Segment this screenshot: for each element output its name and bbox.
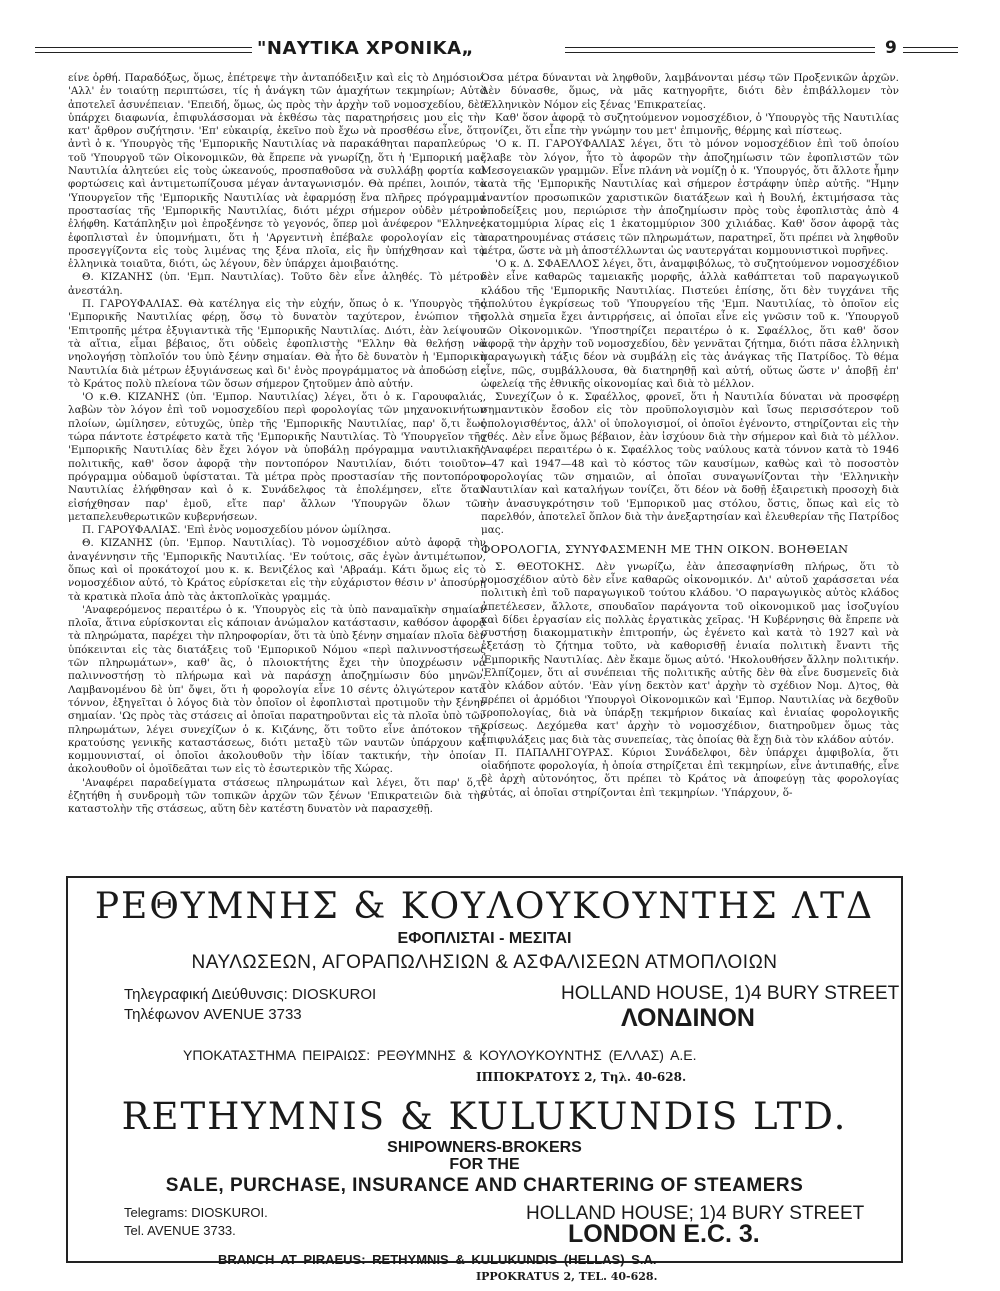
article-paragraph: είνε ὀρθή. Παραδόξως, ὅμως, ἐπέτρεψε τὴν ἀνταπόδειξιν καὶ εἰς τὸ Δημόσιον. 'Αλλ' ἐν τοιαύτῃ περιπτώσει, τίς ἡ ἀνάγκη τῶν ἀμαχήτων τεκμηρίων; Αὐτὸ ἀποτελεῖ ἀσυνέπειαν. 'Επειδή, ὅμως, ὡς πρὸς τὴν ἀρχὴν τοῦ νομοσχεδίου, δὲν ὑπάρχει διαφωνία, ἐπιφυλάσσομαι νὰ ἐκθέσω τὰς παρατηρήσεις μου εἰς τὴν κατ' ἄρθρον συζήτησιν. 'Επ' εὐκαιρίᾳ, ἐκεῖνο ποὺ ἔχω νὰ προσθέσω εἶνε, ὅτι, ἀντὶ ὁ κ. 'Υπουργὸς τῆς 'Εμπορικῆς Ναυτιλίας νὰ παρακάθηται παραπλεύρως τοῦ 'Υπουργοῦ τῶν Οἰκονομικῶν, θὰ ἔπρεπε νὰ γνωρίζῃ, ὅτι ἡ 'Εμπορική μας Ναυτιλία ἀλητεύει εἰς τοὺς ὠκεανούς, προσπαθοῦσα νὰ συλλάβῃ φορτία καὶ φορτώσεις καὶ ἀντιμετωπίζουσα μέγαν ἀνταγωνισμόν. Θὰ πρέπει, λοιπόν, τὸ 'Υπουργεῖον τῆς 'Εμπορικῆς Ναυτιλίας νὰ ἐφαρμόσῃ ἕνα πλῆρες πρόγραμμα προστασίας τῆς 'Εμπορικῆς Ναυτιλίας, διότι μέχρι σήμερον οὐδὲν μέτρον ἐλήφθη. Κατάπληξιν μοὶ ἐπροξένησε τὸ γεγονός, ὅπερ μοὶ ἀνέφερον "Ελληνες ἐφοπλισταὶ ἐν ὑπομνήματι, ὅτι ἡ 'Αργεντινὴ ἐπέβαλε φορολογίαν εἰς τὰ προσεγγίζοντα εἰς τοὺς λιμένας της ξένα πλοῖα, εἰς ἣν ὑπήχθησαν καὶ τὰ ἑλληνικὰ τοιαῦτα, διότι, ὡς λέγουν, δὲν ὑπάρχει ἀμοιβαιότης. (68, 72, 486, 271)
header-rule-left (35, 47, 252, 53)
ad-english-branch: BRANCH AT PIRAEUS: RETHYMNIS & KULUKUNDIS (HELLAS) S.A. (218, 1252, 657, 1267)
article-paragraph: Συνεχίζων ὁ κ. Σφαέλλος, φρονεῖ, ὅτι ἡ Ναυτιλία δύναται νὰ προσφέρῃ σημαντικὸν ἔσοδον εἰς τὸν προϋπολογισμὸν καὶ ἴσως περισσότερον τοῦ ὑπολογισθέντος, ἀλλ' οἱ ὑπολογισμοί, οἱ ὁποῖοι ἐγένοντο, στηρίζονται εἰς τὴν χθές. Δὲν εἶνε ὅμως βέβαιον, ἐὰν ἰσχύουν διὰ τὴν σήμερον καὶ διὰ τὸ μέλλον. 'Αναφέρει περαιτέρω ὁ κ. Σφαέλλος τοὺς ναύλους κατὰ τόννον κατὰ τὸ 1946—47 καὶ 1947—48 καὶ τὸ κόστος τῶν καυσίμων, καθὼς καὶ τὸ ποσοστὸν φορολογίας τῶν σημαιῶν, αἱ ὁποῖαι συναγωνίζονται τὴν 'Ελληνικὴν Ναυτιλίαν καὶ καταλήγων τονίζει, ὅτι δέον νὰ δοθῇ ἐξαιρετικὴ προσοχὴ διὰ τὴν ἀνασυγκρότησιν τοῦ 'Εμπορικοῦ μας στόλου, ὅστις, ὅπως καὶ εἰς τὸ παρελθόν, ἀποτελεῖ ὅπλον διὰ τὴν ἀνεξαρτησίαν καὶ ἐλευθερίαν τῆς Πατρίδος μας. (481, 391, 899, 537)
ad-english-firm-name: RETHYMNIS & KULUKUNDIS LTD. (121, 1095, 848, 1138)
ad-greek-address: HOLLAND HOUSE, 1)4 BURY STREET (561, 983, 900, 1004)
ad-greek-firm-name: ΡΕΘΥΜΝΗΣ & ΚΟΥΛΟΥΚΟΥΝΤΗΣ ΛΤΔ (94, 886, 875, 927)
ad-english-services: SALE, PURCHASE, INSURANCE AND CHARTERING OF STEAMERS (165, 1175, 804, 1196)
ad-english-city: LONDON E.C. 3. (568, 1220, 760, 1248)
ad-english-telegrams: Telegrams: DIOSKUROI. (124, 1205, 268, 1220)
ad-english-roles: SHIPOWNERS-BROKERS (387, 1139, 582, 1156)
article-paragraph: Καθ' ὅσον ἀφορᾷ τὸ συζητούμενον νομοσχέδιον, ὁ 'Υπουργὸς τῆς Ναυτιλίας τονίζει, ὅτι εἶπε τὴν γνώμην του μετ' ἐπιμονῆς, θέρμης καὶ πίστεως. (481, 111, 899, 138)
page-header (35, 38, 908, 60)
ad-greek-branch: ΥΠΟΚΑΤΑΣΤΗΜΑ ΠΕΙΡΑΙΩΣ: ΡΕΘΥΜΝΗΣ & ΚΟΥΛΟΥΚΟΥΝΤΗΣ (ΕΛΛΑΣ) Α.Ε. (183, 1047, 697, 1063)
header-rule-end (903, 47, 958, 53)
ad-greek-telegraph: Τηλεγραφική Διεύθυνσις: DIOSKUROI (124, 986, 377, 1003)
article-paragraph: 'Αναφερόμενος περαιτέρω ὁ κ. 'Υπουργὸς εἰς τὰ ὑπὸ παναμαϊκὴν σημαίαν πλοῖα, ἅτινα εὑρίσκονται εἰς κάποιαν ἀνώμαλον κατάστασιν, καθόσον ἀφορᾷ τὰ πληρώματα, παρέχει τὴν πληροφορίαν, ὅτι τὰ ὑπὸ ξένην σημαίαν πλοῖα δὲν ὑπόκεινται εἰς τὰς διατάξεις τοῦ 'Εμπορικοῦ Νόμου «περὶ παλιννοστήσεως τῶν πληρωμάτων», καθ' ἃς, ὁ πλοιοκτήτης ἔχει τὴν ὑποχρέωσιν νὰ παλιννοστήσῃ τὸ πλήρωμα καὶ νὰ παράσχῃ ἀποζημίωσιν δύο μηνῶν. Λαμβανομένου δὲ ὑπ' ὄψει, ὅτι ἡ φορολογία εἶνε 10 σέντς ὀλιγώτερον κατὰ τόννον, ἐξηγεῖται ὁ λόγος διὰ τὸν ὁποῖον οἱ ἐφοπλισταὶ προτιμοῦν τὴν ξένην σημαίαν. 'Ως πρὸς τὰς στάσεις αἱ ὁποῖαι παρατηροῦνται εἰς τὰ πλοῖα ὑπὸ τῶν πληρωμάτων, λέγει συνεχίζων ὁ κ. Κιζάνης, ὅτι τοῦτο εἶνε ἀπότοκον τῆς κρατούσης γενικῆς καταστάσεως, διότι μεταξὺ τῶν ναυτῶν ὑπάρχουν καὶ κομμουνισταί, οἱ ὁποῖοι ἀκολουθοῦν τὴν ἰδίαν τακτικήν, τὴν ὁποίαν ἀκολουθοῦν οἱ ὁμοϊδεᾶται των εἰς τὸ ἐσωτερικὸν τῆς Χώρας. (68, 603, 486, 776)
article-paragraph: 'Αναφέρει παραδείγματα στάσεως πληρωμάτων καὶ λέγει, ὅτι παρ' ὅ,τι ἐζητήθη ἡ συνδρομὴ τῶν τοπικῶν ἀρχῶν τῶν ξένων 'Επικρατειῶν διὰ τὴν καταστολὴν τῆς στάσεως, αὕτη δὲν κατέστη δυνατὸν νὰ παρασχεθῇ. (68, 776, 486, 816)
advertisement-box (66, 876, 903, 1283)
article-paragraph: 'Ο κ.Θ. ΚΙΖΑΝΗΣ (ὑπ. 'Εμπορ. Ναυτιλίας) λέγει, ὅτι ὁ κ. Γαρουφαλιάς, λαβὼν τὸν λόγον ἐπὶ τοῦ νομοσχεδίου περὶ φορολογίας τῶν μηχανοκινήτων πλοίων, ὡμίλησεν, εὐτυχῶς, ὑπὲρ τῆς 'Εμπορικῆς Ναυτιλίας, παρ' ὅ,τι ἕως τώρα πάντοτε ἐστρέφετο κατὰ τῆς 'Εμπορικῆς Ναυτιλίας. Τὸ 'Υπουργεῖον τῆς 'Εμπορικῆς Ναυτιλίας δὲν ἔχει λόγον νὰ ὑποβάλῃ πρόγραμμα ναυτιλιακῆς πολιτικῆς, καθ' ὅσον ἀφορᾷ τὴν ποντοπόρον Ναυτιλίαν, διότι τοιοῦτον πρόγραμμα οὐδαμοῦ ὑφίσταται. Τὰ μέτρα πρὸς προστασίαν τῆς ποντοπόρου Ναυτιλίας ἐλήφθησαν καὶ ὁ κ. Συνάδελφος τὰ ἐπολέμησεν, εἴτε ὅταν εἰσήχθησαν παρ' ἐμοῦ, εἴτε παρ' ἄλλων 'Υπουργῶν ὅλων τῶν μεταπελευθερωτικῶν κυβερνήσεων. (68, 391, 486, 523)
page-number: 9 (885, 38, 897, 58)
article-paragraph: Σ. ΘΕΟΤΟΚΗΣ. Δὲν γνωρίζω, ἐὰν ἀπεσαφηνίσθη πλήρως, ὅτι τὸ νομοσχέδιον αὐτὸ δὲν εἶνε καθαρῶς οἰκονομικόν. Δι' αὐτοῦ χαράσσεται νέα πολιτικὴ ἐπὶ τοῦ παραγωγικοῦ τούτου κλάδου. 'Ο παραγωγικὸς αὐτὸς κλάδος ἀπετέλεσεν, ἄλλοτε, σπουδαῖον παράγοντα τοῦ οἰκονομικοῦ μας ἰσοζυγίου καὶ δίδει ἐργασίαν εἰς πολλὰς ἐργατικὰς χεῖρας. 'Η Κυβέρνησις θὰ ἔπρεπε νὰ συστήσῃ διακομματικὴν ἐπιτροπήν, ὡς ἐγένετο καὶ κατὰ τὸ 1927 καὶ νὰ ἐξετάσῃ τὸ ζήτημα τοῦτο, νὰ καθορισθῇ ἑνιαία πολιτικὴ ἔναντι τῆς 'Εμπορικῆς Ναυτιλίας. Δὲν ἔκαμε ὅμως αὐτό. 'Ηκολουθήσεν ἄλλην πολιτικήν. 'Ελπίζομεν, ὅτι αἱ συνέπειαι τῆς πολιτικῆς αὐτῆς δὲν θὰ εἶνε δυσμενεῖς διὰ τὸν κλάδον αὐτόν. 'Εὰν γίνῃ δεκτὸν κατ' ἀρχὴν τὸ σχέδιον Νομ. Δ)τος, θὰ πρέπει οἱ ἁρμόδιοι 'Υπουργοὶ Οἰκονομικῶν καὶ 'Εμπορ. Ναυτιλίας νὰ δεχθοῦν τροπολογίας, διὰ νὰ ὑπάρξῃ τεκμήριον δικαίας καὶ ἑνιαίας φορολογικῆς κρίσεως. Δεχόμεθα κατ' ἀρχὴν τὸ νομοσχέδιον, διατηροῦμεν ὅμως τὰς ἐπιφυλάξεις μας διὰ τὰς συνεπείας, τὰς ὁποίας θὰ ἔχῃ διὰ τὸν κλάδον αὐτόν. (481, 560, 899, 746)
article-paragraph: Π. ΠΑΠΑΛΗΓΟΥΡΑΣ. Κύριοι Συνάδελφοι, δὲν ὑπάρχει ἀμφιβολία, ὅτι οἱαδήποτε φορολογία, ἡ ὁποία στηρίζεται ἐπὶ τεκμηρίων, εἶνε ἀντιπαθής, εἶνε δὲ ἀρχὴ αὐτονόητος, ὅτι πρέπει τὸ Κράτος νὰ ἀποφεύγῃ τὰς φορολογίας αὐτάς, αἱ ὁποῖαι στηρίζονται ἐπὶ τεκμηρίων. 'Υπάρχουν, ὅ- (481, 746, 899, 799)
article-paragraph: Θ. ΚΙΖΑΝΗΣ (ὑπ. 'Εμπορ. Ναυτιλίας). Τὸ νομοσχέδιον αὐτὸ ἀφορᾷ τὴν ἀναγέννησιν τῆς 'Εμπορικῆς Ναυτιλίας. 'Εν τούτοις, σᾶς ἐγὼν ἀντιμέτωπον, ὅπως καὶ οἱ προκάτοχοί μου κ. κ. Βενιζέλος καὶ 'Αβραάμ. Κάτι ὅμως εἰς τὸ νομοσχέδιον αὐτό, τὸ Κράτος εὑρίσκεται εἰς τὴν εὐχάριστον θέσιν ν' ἀποσύρῃ τὰ κρατικὰ πλοῖα ἀπὸ τὰς ἀκτοπλοϊκὰς γραμμάς. (68, 537, 486, 603)
section-heading: ΦΟΡΟΛΟΓΙΑ, ΣΥΝΥΦΑΣΜΕΝΗ ΜΕ ΤΗΝ ΟΙΚΟΝ. ΒΟΗΘΕΙΑΝ (481, 542, 849, 557)
left-column (68, 72, 486, 872)
header-rule-right (565, 47, 875, 53)
article-paragraph: Όσα μέτρα δύνανται νὰ ληφθοῦν, λαμβάνονται μέσῳ τῶν Προξενικῶν ἀρχῶν. Δὲν δύνασθε, ὅμως, νὰ μᾶς κατηγορῆτε, διότι δὲν ἐπιβάλλομεν τὸν 'Ελληνικὸν Νόμον εἰς ξένας 'Επικρατείας. (481, 72, 899, 111)
article-paragraph: Π. ΓΑΡΟΥΦΑΛΙΑΣ. Θὰ κατέληγα εἰς τὴν εὐχήν, ὅπως ὁ κ. 'Υπουργὸς τῆς 'Εμπορικῆς Ναυτιλίας φέρῃ, ὅσῳ τὸ δυνατὸν ταχύτερον, ἐνώπιον τῆς 'Επιτροπῆς μέτρα ἐξυγιαντικὰ τῆς 'Εμπορικῆς Ναυτιλίας. Διότι, ἐὰν λείψουν τὰ αἴτια, εἶμαι βέβαιος, ὅτι οὐδεὶς ἐφοπλιστὴς "Ελλην θὰ θελήσῃ νὰ νηολογήσῃ τὸπλοῖόν του ὑπὸ ξένην σημαίαν. Θὰ ἦτο δὲ δυνατὸν ἡ 'Εμπορικὴ Ναυτιλία διὰ μέτρων ἐξυγιάνσεως καὶ δι' ἑνὸς προγράμματος νὰ ἀποδώσῃ εἰς τὸ Κράτος πολὺ πλείονα τῶν ὅσων σήμερον ζητοῦμεν ἀπὸ αὐτήν. (68, 298, 486, 390)
ad-english-branch-address: IPPOKRATUS 2, TEL. 40-628. (476, 1270, 658, 1283)
ad-english-for: FOR THE (449, 1156, 520, 1173)
ad-greek-branch-address: ΙΠΠΟΚΡΑΤΟΥΣ 2, Τηλ. 40-628. (476, 1070, 687, 1084)
masthead: "ΝΑΥΤΙΚΑ ΧΡΟΝΙΚΑ„ (257, 38, 474, 59)
article-paragraph: Π. ΓΑΡΟΥΦΑΛΙΑΣ. 'Επὶ ἑνὸς νομοσχεδίου μόνον ὡμίλησα. (82, 524, 392, 537)
ad-greek-roles: ΕΦΟΠΛΙΣΤΑΙ - ΜΕΣΙΤΑΙ (397, 930, 572, 947)
article-paragraph: 'Ο κ. Π. ΓΑΡΟΥΦΑΛΙΑΣ λέγει, ὅτι τὸ μόνον νομοσχέδιον ἐπὶ τοῦ ὁποίου ἔλαβε τὸν λόγον, ἦτο τὸ ἀφορῶν τὴν ἀποζημίωσιν τῶν ἐφοπλιστῶν τῶν Μεσογειακῶν γραμμῶν. Εἶνε πλάνη νὰ νομίζῃ ὁ κ. 'Υπουργός, ὅτι ἄλλοτε ἦμην κατὰ τῆς 'Εμπορικῆς Ναυτιλίας καὶ σήμερον ἐστράφην ὑπὲρ αὐτῆς. "Ημην ἐναντίον προσωπικῶν χαριστικῶν διατάξεων καὶ ἡ Βουλή, ἐκτιμήσασα τὰς ὑποδείξεις μου, περιώρισε τὴν ἀποζημίωσιν πρὸς τοὺς ἐφοπλιστὰς ἀπὸ 4 ἑκατομμύρια λίρας εἰς 1 ἑκατομμύριον 300 χιλιάδας. Καθ' ὅσον ἀφορᾷ τὰς παρατηρουμένας στάσεις τῶν πληρωμάτων, παρατηρεῖ, ὅτι πρέπει νὰ ληφθοῦν μέτρα, ὥστε νὰ μὴ ἀποστέλλωνται ὡς ναυτεργάται κομμουνιστικοὶ πυρῆνες. (481, 138, 899, 257)
ad-greek-city: ΛΟΝΔΙΝΟΝ (621, 1004, 755, 1032)
ad-greek-phone: Τηλέφωνον AVENUE 3733 (124, 1006, 302, 1023)
article-paragraph: 'Ο κ. Δ. ΣΦΑΕΛΛΟΣ λέγει, ὅτι, ἀναμφιβόλως, τὸ συζητούμενον νομοσχέδιον δὲν εἶνε καθαρῶς ταμειακῆς μορφῆς, ἀλλὰ καθάπτεται τοῦ παραγωγικοῦ κλάδου τῆς 'Εμπορικῆς Ναυτιλίας. Πιστεύει ἐπίσης, ὅτι δὲν τυγχάνει τῆς ἀπολύτου ἐγκρίσεως τοῦ 'Υπουργείου τῆς 'Εμπ. Ναυτιλίας, τὸ ὁποῖον εἰς πολλὰ σημεῖα ἔχει ἀντιρρήσεις, αἱ ὁποῖαι εἶνε εἰς γνῶσιν τοῦ κ. 'Υπουργοῦ τῶν Οἰκονομικῶν. 'Υποστηρίζει περαιτέρω ὁ κ. Σφαέλλος, ὅτι καθ' ὅσον ἀφορᾷ τὴν ἀρχὴν τοῦ νομοσχεδίου, δὲν γεννᾶται ζήτημα, διότι πᾶσα ἑλληνικὴ παραγωγικὴ τάξις δέον νὰ συμβάλῃ εἰς τὰς ἀνάγκας τῆς Πατρίδος. Τὸ θέμα εἶνε, πῶς, συμβάλλουσα, θὰ διατηρηθῇ καὶ αὐτή, οὕτως ὥστε ν' ἀποβῇ ἐπ' ὠφελείᾳ τῆς ἐθνικῆς οἰκονομίας καὶ διὰ τὸ μέλλον. (481, 258, 899, 390)
ad-english-address: HOLLAND HOUSE; 1)4 BURY STREET (526, 1203, 865, 1224)
article-paragraph: Θ. ΚΙΖΑΝΗΣ (ὑπ. 'Εμπ. Ναυτιλίας). Τοῦτο δὲν εἶνε ἀληθές. Τὸ μέτρον ἀνεστάλη. (68, 271, 486, 297)
ad-greek-services: ΝΑΥΛΩΣΕΩΝ, ΑΓΟΡΑΠΩΛΗΣΙΩΝ & ΑΣΦΑΛΙΣΕΩΝ ΑΤΜΟΠΛΟΙΩΝ (191, 952, 778, 973)
ad-english-tel: Tel. AVENUE 3733. (124, 1223, 236, 1238)
right-column (481, 72, 899, 872)
